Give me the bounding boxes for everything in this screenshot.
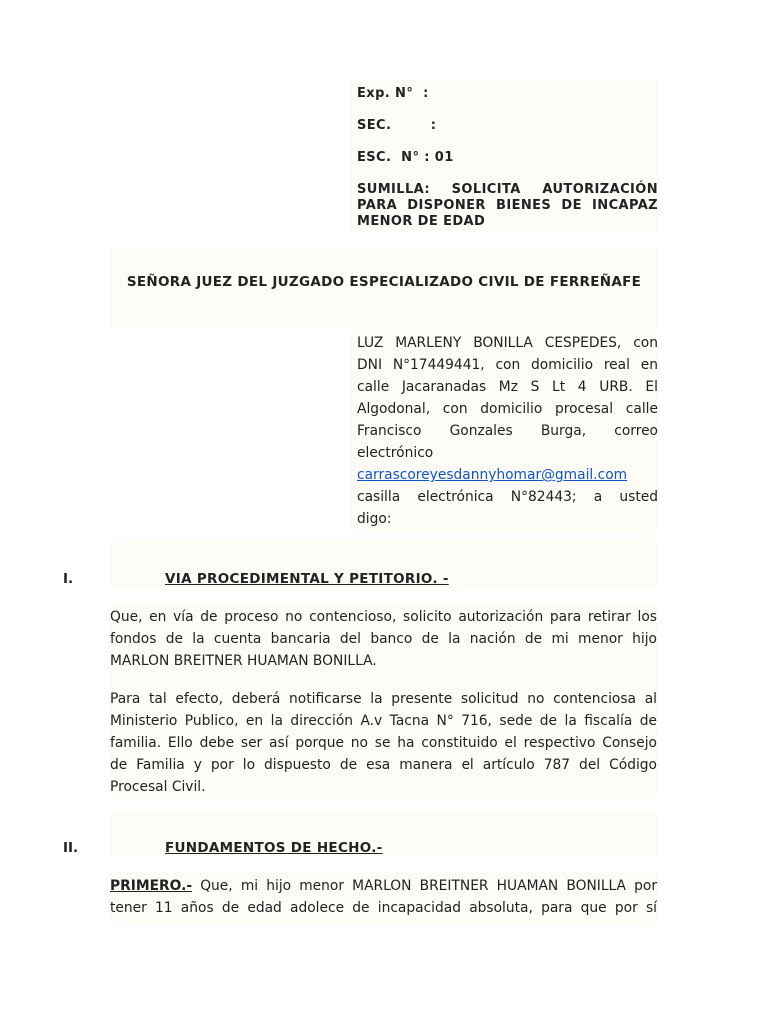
section-2-title: FUNDAMENTOS DE HECHO.- (165, 840, 383, 856)
petitioner-line: casilla electrónica N°82443; a usted (357, 489, 658, 505)
petitioner-line: DNI N°17449441, con domicilio real en (357, 357, 658, 373)
sumilla-line: SUMILLA: SOLICITA AUTORIZACIÓN (357, 182, 658, 197)
expediente-label: Exp. N° : (357, 86, 429, 101)
paragraph-line: Ministerio Publico, en la dirección A.v Tacna N° 716, sede de la fiscalía de (110, 713, 657, 729)
addressee: SEÑORA JUEZ DEL JUZGADO ESPECIALIZADO CIVIL DE FERREÑAFE (126, 274, 642, 290)
paragraph-line: de Familia y por lo dispuesto de esa manera el artículo 787 del Código (110, 757, 657, 773)
sumilla (357, 182, 658, 230)
email-link[interactable]: carrascoreyesdannyhomar@gmail.com (357, 467, 628, 483)
petitioner-line: Algodonal, con domicilio procesal calle (357, 401, 658, 417)
sumilla-line: MENOR DE EDAD (357, 214, 486, 229)
section-2-number: II. (63, 840, 79, 856)
paragraph-line: MARLON BREITNER HUAMAN BONILLA. (110, 653, 377, 669)
section-1-paragraph-1 (110, 606, 657, 672)
primero-text: Que, mi hijo menor MARLON BREITNER HUAMAN BONILLA por (192, 878, 657, 894)
petitioner-identification (357, 332, 658, 530)
sumilla-line: PARA DISPONER BIENES DE INCAPAZ (357, 198, 658, 213)
paragraph-line: familia. Ello debe ser así porque no se ha constituido el respectivo Consejo (110, 735, 657, 751)
paragraph-line: tener 11 años de edad adolece de incapacidad absoluta, para que por sí (110, 900, 657, 916)
escrito-label: ESC. N° : 01 (357, 150, 454, 165)
primero-label: PRIMERO.- (110, 878, 193, 894)
paragraph-line (110, 875, 657, 897)
paragraph-line: Para tal efecto, deberá notificarse la presente solicitud no contenciosa al (110, 691, 657, 707)
section-1-number: I. (63, 571, 74, 587)
petitioner-line: digo: (357, 511, 392, 527)
paragraph-line: Que, en vía de proceso no contencioso, solicito autorización para retirar los (110, 609, 657, 625)
paragraph-line: Procesal Civil. (110, 779, 206, 795)
petitioner-line: electrónico (357, 445, 434, 461)
section-1-paragraph-2 (110, 688, 657, 798)
section-1-title: VIA PROCEDIMENTAL Y PETITORIO. - (165, 571, 449, 587)
petitioner-line: calle Jacaranadas Mz S Lt 4 URB. El (357, 379, 658, 395)
paragraph-line: fondos de la cuenta bancaria del banco de la nación de mi menor hijo (110, 631, 657, 647)
petitioner-line: LUZ MARLENY BONILLA CESPEDES, con (357, 335, 658, 351)
section-2-paragraph-1 (110, 875, 657, 919)
petitioner-line: Francisco Gonzales Burga, correo (357, 423, 658, 439)
secretario-label: SEC. : (357, 118, 437, 133)
